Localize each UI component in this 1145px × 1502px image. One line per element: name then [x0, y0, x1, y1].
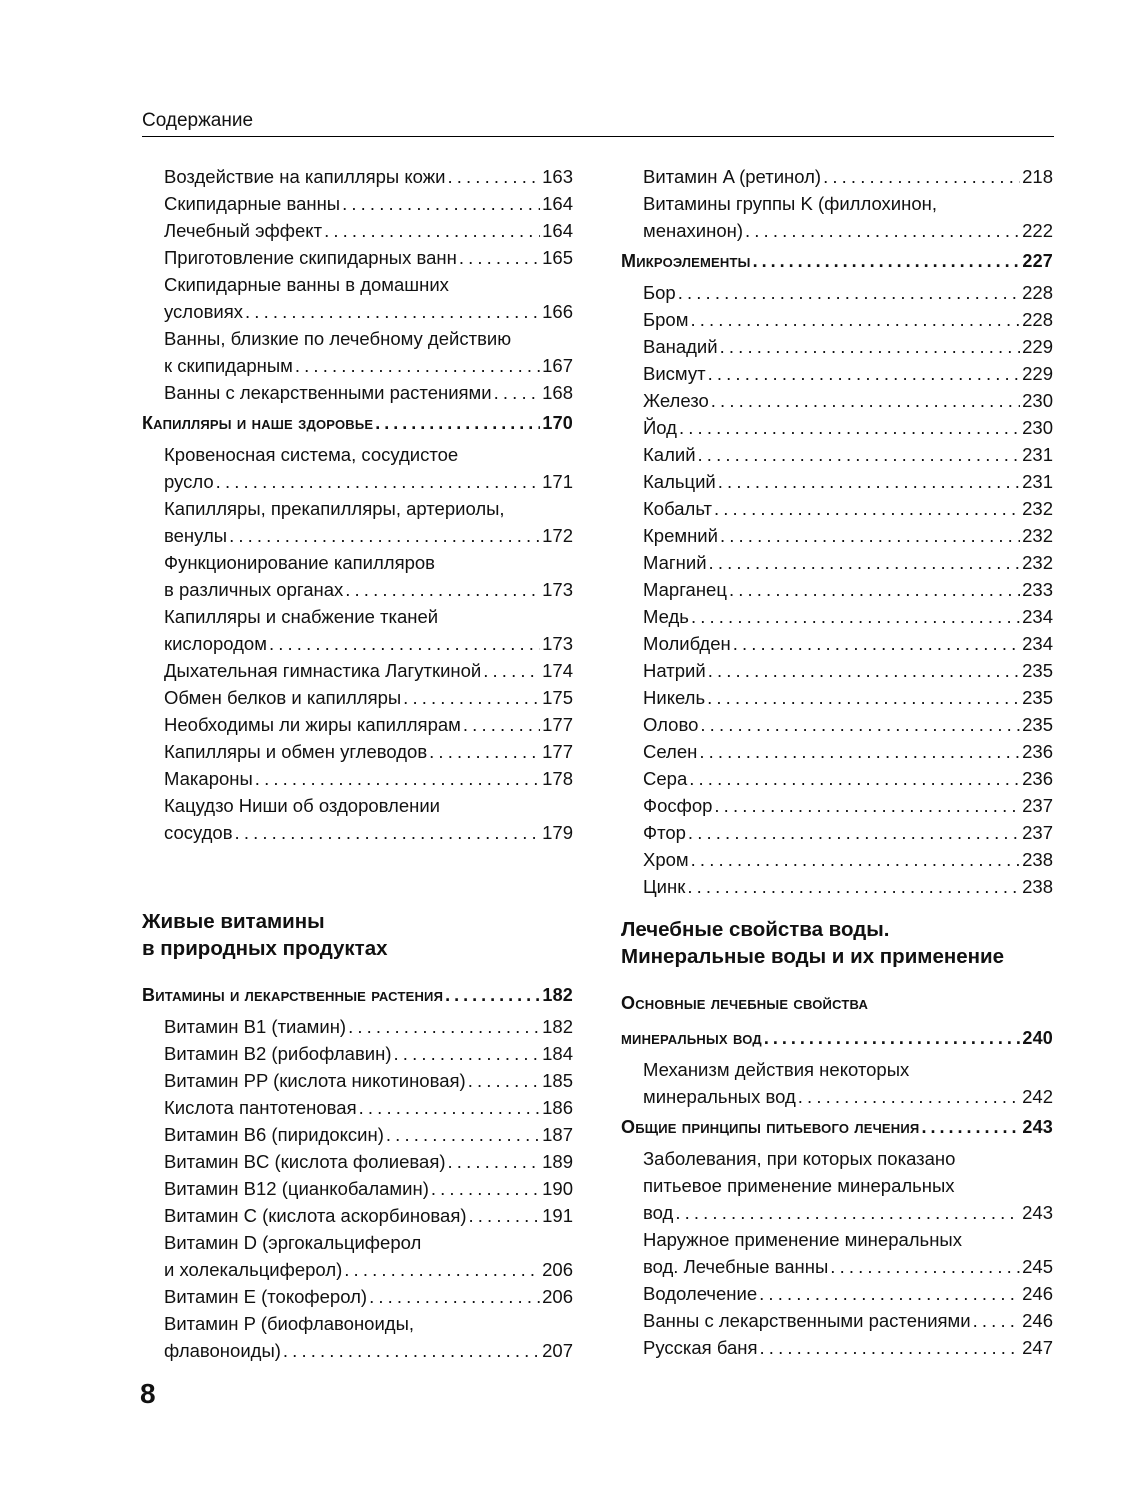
dot-leader: [830, 1253, 1020, 1280]
toc-entry-title: Бор: [643, 282, 676, 303]
toc-entry-title: Витамин B6 (пиридоксин): [164, 1124, 384, 1145]
toc-entry-title: Цинк: [643, 876, 686, 897]
toc-entry[interactable]: [621, 217, 1053, 244]
toc-entry-title: Натрий: [643, 660, 706, 681]
toc-entry-title: Русская баня: [643, 1337, 758, 1358]
toc-page-number: 172: [542, 525, 573, 546]
dot-leader: [729, 576, 1020, 603]
toc-page-number: 185: [542, 1070, 573, 1091]
toc-entry[interactable]: [142, 1337, 573, 1364]
dot-leader: [345, 576, 540, 603]
toc-page-number: 206: [542, 1259, 573, 1280]
toc-page-number: 166: [542, 301, 573, 322]
toc-entry-title: Йод: [643, 417, 677, 438]
dot-leader: [714, 495, 1020, 522]
toc-entry[interactable]: [142, 352, 573, 379]
toc-entry-title: флавоноиды): [164, 1340, 281, 1361]
toc-entry-title: Кровеносная система, сосудистое: [164, 444, 459, 465]
toc-section-entry[interactable]: [621, 1110, 1053, 1145]
toc-page-number: 232: [1022, 552, 1053, 573]
dot-leader: [245, 298, 540, 325]
toc-entry-line[interactable]: [621, 1145, 1053, 1172]
dot-leader: [463, 711, 540, 738]
toc-entry[interactable]: [621, 846, 1053, 873]
toc-entry[interactable]: [621, 711, 1053, 738]
toc-page-number: 238: [1022, 876, 1053, 897]
toc-entry-title: Фосфор: [643, 795, 713, 816]
toc-entry[interactable]: [621, 549, 1053, 576]
toc-entry-line[interactable]: [142, 1229, 573, 1256]
toc-entry[interactable]: [142, 1256, 573, 1283]
dot-leader: [386, 1121, 540, 1148]
dot-leader: [679, 414, 1020, 441]
toc-entry[interactable]: [621, 333, 1053, 360]
toc-page-number: 231: [1022, 444, 1053, 465]
dot-leader: [823, 163, 1020, 190]
toc-section-entry[interactable]: [142, 978, 573, 1013]
toc-entry-title: Витамин A (ретинол): [643, 166, 822, 187]
toc-entry[interactable]: [621, 576, 1053, 603]
toc-entry-title: Скипидарные ванны в домашних: [164, 274, 449, 295]
toc-page-number: 247: [1022, 1337, 1053, 1358]
toc-entry-title: Хром: [643, 849, 689, 870]
dot-leader: [375, 406, 540, 441]
toc-page-number: 231: [1022, 471, 1053, 492]
toc-page-number: 173: [542, 633, 573, 654]
dot-leader: [690, 306, 1020, 333]
toc-entry[interactable]: [142, 1040, 573, 1067]
toc-entry-title: Магний: [643, 552, 707, 573]
dot-leader: [699, 738, 1020, 765]
toc-entry-line[interactable]: [621, 1226, 1053, 1253]
toc-entry[interactable]: [142, 298, 573, 325]
dot-leader: [718, 468, 1020, 495]
toc-entry-title: Витамин BC (кислота фолиевая): [164, 1151, 446, 1172]
toc-page-number: 222: [1022, 220, 1053, 241]
dot-leader: [921, 1110, 1020, 1145]
toc-entry[interactable]: [142, 657, 573, 684]
toc-entry-title: вод. Лечебные ванны: [643, 1256, 829, 1277]
dot-leader: [973, 1307, 1021, 1334]
dot-leader: [745, 217, 1020, 244]
toc-right-top: [621, 163, 1053, 900]
toc-page-number: 228: [1022, 282, 1053, 303]
toc-entry[interactable]: [621, 765, 1053, 792]
toc-entry-line[interactable]: [621, 190, 1053, 217]
dot-leader: [403, 684, 540, 711]
dot-leader: [764, 1021, 1021, 1056]
toc-entry-title: Микроэлементы: [621, 251, 751, 271]
toc-entry-title: и холекальциферол): [164, 1259, 343, 1280]
toc-entry-title: Заболевания, при которых показано: [643, 1148, 956, 1169]
dot-leader: [760, 1334, 1021, 1361]
toc-entry[interactable]: [142, 765, 573, 792]
toc-entry-title: Ванны с лекарственными растениями: [643, 1310, 971, 1331]
toc-page-number: 190: [542, 1178, 573, 1199]
toc-entry-title: Фтор: [643, 822, 686, 843]
toc-entry[interactable]: [621, 1083, 1053, 1110]
toc-entry[interactable]: [621, 414, 1053, 441]
toc-entry-title: Ванны, близкие по лечебному действию: [164, 328, 512, 349]
toc-entry-title: венулы: [164, 525, 228, 546]
toc-page-number: 227: [1022, 251, 1053, 271]
part-title-mineral-water: Лечебные свойства воды. Минеральные воды и их применение: [621, 918, 1005, 968]
toc-entry-title: Дыхательная гимнастика Лагуткиной: [164, 660, 482, 681]
toc-entry[interactable]: [142, 468, 573, 495]
dot-leader: [711, 387, 1020, 414]
dot-leader: [342, 190, 540, 217]
toc-entry-line[interactable]: [621, 1056, 1053, 1083]
toc-entry-title: минеральных вод: [643, 1086, 796, 1107]
toc-entry-title: Капилляры и обмен углеводов: [164, 741, 428, 762]
toc-entry-title: Молибден: [643, 633, 731, 654]
toc-entry[interactable]: [142, 244, 573, 271]
dot-leader: [675, 1199, 1020, 1226]
toc-entry-title: менахинон): [643, 220, 743, 241]
toc-entry-title: Витамины и лекарственные растения: [142, 985, 444, 1005]
toc-entry-title: Витамин C (кислота аскорбиновая): [164, 1205, 467, 1226]
toc-entry[interactable]: [142, 1013, 573, 1040]
toc-page-number: 186: [542, 1097, 573, 1118]
toc-entry-line[interactable]: [142, 441, 573, 468]
toc-section-entry[interactable]: [621, 244, 1053, 279]
dot-leader: [720, 522, 1020, 549]
toc-entry[interactable]: [621, 603, 1053, 630]
dot-leader: [369, 1283, 540, 1310]
toc-entry[interactable]: [621, 1253, 1053, 1280]
toc-entry-title: Общие принципы питьевого лечения: [621, 1117, 920, 1137]
toc-entry[interactable]: [621, 1307, 1053, 1334]
dot-leader: [394, 1040, 541, 1067]
toc-entry[interactable]: [142, 711, 573, 738]
toc-page-number: 207: [542, 1340, 573, 1361]
dot-leader: [447, 163, 540, 190]
toc-page-number: 164: [542, 193, 573, 214]
toc-entry[interactable]: [621, 819, 1053, 846]
dot-leader: [295, 352, 540, 379]
dot-leader: [708, 360, 1021, 387]
toc-entry[interactable]: [621, 1199, 1053, 1226]
toc-entry-title: минеральных вод: [621, 1028, 762, 1048]
dot-leader: [753, 244, 1021, 279]
toc-entry-title: Витамин B1 (тиамин): [164, 1016, 347, 1037]
toc-entry[interactable]: [142, 190, 573, 217]
dot-leader: [720, 333, 1021, 360]
toc-entry-title: Витамин P (биофлавоноиды,: [164, 1313, 415, 1334]
dot-leader: [344, 1256, 540, 1283]
toc-entry-title: Приготовление скипидарных ванн: [164, 247, 457, 268]
toc-left-top: [142, 163, 573, 846]
dot-leader: [689, 765, 1020, 792]
toc-entry-title: Витамин D (эргокальциферол: [164, 1232, 422, 1253]
toc-page-number: 206: [542, 1286, 573, 1307]
dot-leader: [448, 1148, 541, 1175]
dot-leader: [759, 1280, 1020, 1307]
toc-entry-title: Скипидарные ванны: [164, 193, 341, 214]
toc-entry-title: Основные лечебные свойства: [621, 993, 869, 1013]
dot-leader: [255, 765, 540, 792]
toc-page-number: 228: [1022, 309, 1053, 330]
toc-entry[interactable]: [621, 522, 1053, 549]
toc-section-entry[interactable]: [621, 986, 1053, 1021]
toc-entry-title: Висмут: [643, 363, 706, 384]
toc-entry-title: условиях: [164, 301, 244, 322]
toc-entry-title: Ванадий: [643, 336, 718, 357]
toc-page-number: 191: [542, 1205, 573, 1226]
toc-page-number: 177: [542, 741, 573, 762]
toc-page-number: 168: [542, 382, 573, 403]
toc-page-number: 238: [1022, 849, 1053, 870]
toc-entry-title: к скипидарным: [164, 355, 293, 376]
toc-entry[interactable]: [621, 657, 1053, 684]
dot-leader: [698, 441, 1021, 468]
toc-entry-title: Капилляры, прекапилляры, артериолы,: [164, 498, 505, 519]
toc-page-number: 165: [542, 247, 573, 268]
toc-entry-title: Кремний: [643, 525, 718, 546]
toc-page-number: 236: [1022, 768, 1053, 789]
toc-page-number: 234: [1022, 606, 1053, 627]
dot-leader: [798, 1083, 1020, 1110]
dot-leader: [708, 657, 1020, 684]
toc-page-number: 167: [542, 355, 573, 376]
toc-entry-title: Кальций: [643, 471, 716, 492]
toc-entry[interactable]: [621, 738, 1053, 765]
toc-entry[interactable]: [621, 495, 1053, 522]
toc-page-number: 229: [1022, 336, 1053, 357]
toc-page-number: 233: [1022, 579, 1053, 600]
dot-leader: [494, 379, 541, 406]
toc-page-number: 178: [542, 768, 573, 789]
toc-entry-title: Капилляры и наше здоровье: [142, 413, 374, 433]
toc-entry[interactable]: [621, 792, 1053, 819]
toc-page-number: 229: [1022, 363, 1053, 384]
toc-entry[interactable]: [142, 163, 573, 190]
toc-entry-title: Витамин PP (кислота никотиновая): [164, 1070, 466, 1091]
toc-page-number: 174: [542, 660, 573, 681]
toc-entry[interactable]: [621, 387, 1053, 414]
toc-entry-title: Наружное применение минеральных: [643, 1229, 962, 1250]
toc-entry[interactable]: [142, 738, 573, 765]
toc-entry[interactable]: [142, 1202, 573, 1229]
dot-leader: [324, 217, 540, 244]
toc-page-number: 246: [1022, 1283, 1053, 1304]
toc-entry-line[interactable]: [142, 792, 573, 819]
toc-entry-title: Витамин E (токоферол): [164, 1286, 368, 1307]
toc-page-number: 243: [1022, 1117, 1053, 1137]
toc-page-number: 234: [1022, 633, 1053, 654]
toc-right-bottom: [621, 916, 1053, 1361]
toc-entry[interactable]: [142, 1067, 573, 1094]
toc-entry[interactable]: [621, 360, 1053, 387]
toc-entry-title: сосудов: [164, 822, 233, 843]
toc-entry-title: Функционирование капилляров: [164, 552, 436, 573]
toc-page-number: 243: [1022, 1202, 1053, 1223]
dot-leader: [691, 603, 1020, 630]
toc-page-number: 235: [1022, 714, 1053, 735]
toc-page-number: 179: [542, 822, 573, 843]
toc-page-number: 187: [542, 1124, 573, 1145]
toc-entry[interactable]: [621, 279, 1053, 306]
dot-leader: [445, 978, 540, 1013]
dot-leader: [269, 630, 540, 657]
toc-page-number: 218: [1022, 166, 1053, 187]
toc-entry[interactable]: [142, 1283, 573, 1310]
dot-leader: [235, 819, 541, 846]
toc-entry-title: питьевое применение минеральных: [643, 1175, 955, 1196]
toc-entry-line[interactable]: [142, 271, 573, 298]
dot-leader: [678, 279, 1020, 306]
toc-entry-title: Медь: [643, 606, 689, 627]
toc-page-number: 232: [1022, 498, 1053, 519]
toc-entry-title: Обмен белков и капилляры: [164, 687, 402, 708]
toc-entry-title: Витамин B2 (рибофлавин): [164, 1043, 392, 1064]
toc-entry[interactable]: [621, 1280, 1053, 1307]
toc-entry-title: Кобальт: [643, 498, 712, 519]
toc-page-number: 236: [1022, 741, 1053, 762]
header-rule: [142, 136, 1054, 137]
toc-page-number: 235: [1022, 660, 1053, 681]
toc-entry[interactable]: [142, 630, 573, 657]
toc-entry-title: русло: [164, 471, 214, 492]
dot-leader: [714, 792, 1020, 819]
toc-entry-title: вод: [643, 1202, 674, 1223]
toc-page-number: 245: [1022, 1256, 1053, 1277]
toc-page-number: 170: [542, 413, 573, 433]
toc-entry-title: Воздействие на капилляры кожи: [164, 166, 446, 187]
toc-entry-line[interactable]: [621, 1172, 1053, 1199]
toc-page-number: 189: [542, 1151, 573, 1172]
part-title-vitamins: Живые витамины в природных продуктах: [142, 910, 388, 960]
dot-leader: [431, 1175, 540, 1202]
toc-page-number: 232: [1022, 525, 1053, 546]
toc-entry-line[interactable]: [142, 549, 573, 576]
toc-entry[interactable]: [142, 379, 573, 406]
toc-entry[interactable]: [142, 1148, 573, 1175]
toc-entry[interactable]: [621, 468, 1053, 495]
toc-entry-title: Необходимы ли жиры капиллярам: [164, 714, 461, 735]
toc-entry-line[interactable]: [142, 495, 573, 522]
toc-entry[interactable]: [621, 441, 1053, 468]
toc-entry-title: Олово: [643, 714, 699, 735]
toc-entry-title: Железо: [643, 390, 709, 411]
toc-entry-title: кислородом: [164, 633, 267, 654]
dot-leader: [687, 873, 1020, 900]
toc-entry-title: Витамины группы K (филлохинон,: [643, 193, 938, 214]
toc-entry-title: Селен: [643, 741, 698, 762]
dot-leader: [469, 1202, 541, 1229]
dot-leader: [709, 549, 1021, 576]
toc-entry-title: Капилляры и снабжение тканей: [164, 606, 439, 627]
toc-section-entry[interactable]: [621, 1021, 1053, 1056]
toc-page-number: 246: [1022, 1310, 1053, 1331]
toc-page-number: 182: [542, 985, 573, 1005]
toc-page-number: 171: [542, 471, 573, 492]
page-number: 8: [140, 1378, 156, 1409]
toc-entry[interactable]: [621, 1334, 1053, 1361]
dot-leader: [733, 630, 1020, 657]
toc-entry[interactable]: [621, 630, 1053, 657]
toc-page-number: 164: [542, 220, 573, 241]
toc-entry-title: Лечебный эффект: [164, 220, 323, 241]
dot-leader: [283, 1337, 540, 1364]
toc-page-number: 175: [542, 687, 573, 708]
toc-entry-line[interactable]: [142, 1310, 573, 1337]
toc-entry[interactable]: [142, 684, 573, 711]
toc-entry[interactable]: [142, 217, 573, 244]
toc-entry[interactable]: [142, 1094, 573, 1121]
toc-entry-title: Никель: [643, 687, 706, 708]
dot-leader: [688, 819, 1020, 846]
toc-entry-title: Сера: [643, 768, 688, 789]
toc-entry[interactable]: [621, 163, 1053, 190]
dot-leader: [468, 1067, 540, 1094]
toc-page-number: 182: [542, 1016, 573, 1037]
toc-page-number: 184: [542, 1043, 573, 1064]
toc-entry-line[interactable]: [142, 325, 573, 352]
toc-entry-title: Витамин B12 (цианкобаламин): [164, 1178, 429, 1199]
dot-leader: [229, 522, 540, 549]
toc-page-number: 235: [1022, 687, 1053, 708]
dot-leader: [348, 1013, 540, 1040]
toc-entry-title: Бром: [643, 309, 689, 330]
dot-leader: [429, 738, 540, 765]
dot-leader: [483, 657, 540, 684]
toc-entry-title: Водолечение: [643, 1283, 758, 1304]
toc-entry[interactable]: [142, 1175, 573, 1202]
toc-page-number: 163: [542, 166, 573, 187]
dot-leader: [700, 711, 1020, 738]
toc-page-number: 237: [1022, 822, 1053, 843]
toc-entry[interactable]: [142, 576, 573, 603]
toc-page-number: 240: [1022, 1028, 1053, 1048]
dot-leader: [691, 846, 1020, 873]
toc-entry-title: Ванны с лекарственными растениями: [164, 382, 492, 403]
toc-page-number: 237: [1022, 795, 1053, 816]
toc-entry-title: Макароны: [164, 768, 253, 789]
toc-page-number: 230: [1022, 417, 1053, 438]
toc-entry[interactable]: [621, 684, 1053, 711]
toc-entry[interactable]: [621, 306, 1053, 333]
toc-entry[interactable]: [142, 819, 573, 846]
toc-entry-title: Кислота пантотеновая: [164, 1097, 357, 1118]
dot-leader: [359, 1094, 541, 1121]
toc-page-number: 230: [1022, 390, 1053, 411]
toc-entry-title: Механизм действия некоторых: [643, 1059, 910, 1080]
toc-entry-title: Калий: [643, 444, 696, 465]
toc-entry-title: в различных органах: [164, 579, 344, 600]
toc-entry-title: Марганец: [643, 579, 727, 600]
toc-section-entry[interactable]: [142, 406, 573, 441]
toc-page-number: 177: [542, 714, 573, 735]
toc-page-number: 242: [1022, 1086, 1053, 1107]
running-head: Содержание: [142, 110, 254, 131]
dot-leader: [707, 684, 1020, 711]
toc-left-bottom: [142, 908, 573, 1364]
dot-leader: [459, 244, 540, 271]
toc-entry-title: Кацудзо Ниши об оздоровлении: [164, 795, 441, 816]
toc-entry[interactable]: [142, 522, 573, 549]
toc-page-number: 173: [542, 579, 573, 600]
toc-entry[interactable]: [142, 1121, 573, 1148]
toc-entry-line[interactable]: [142, 603, 573, 630]
toc-entry[interactable]: [621, 873, 1053, 900]
dot-leader: [216, 468, 540, 495]
